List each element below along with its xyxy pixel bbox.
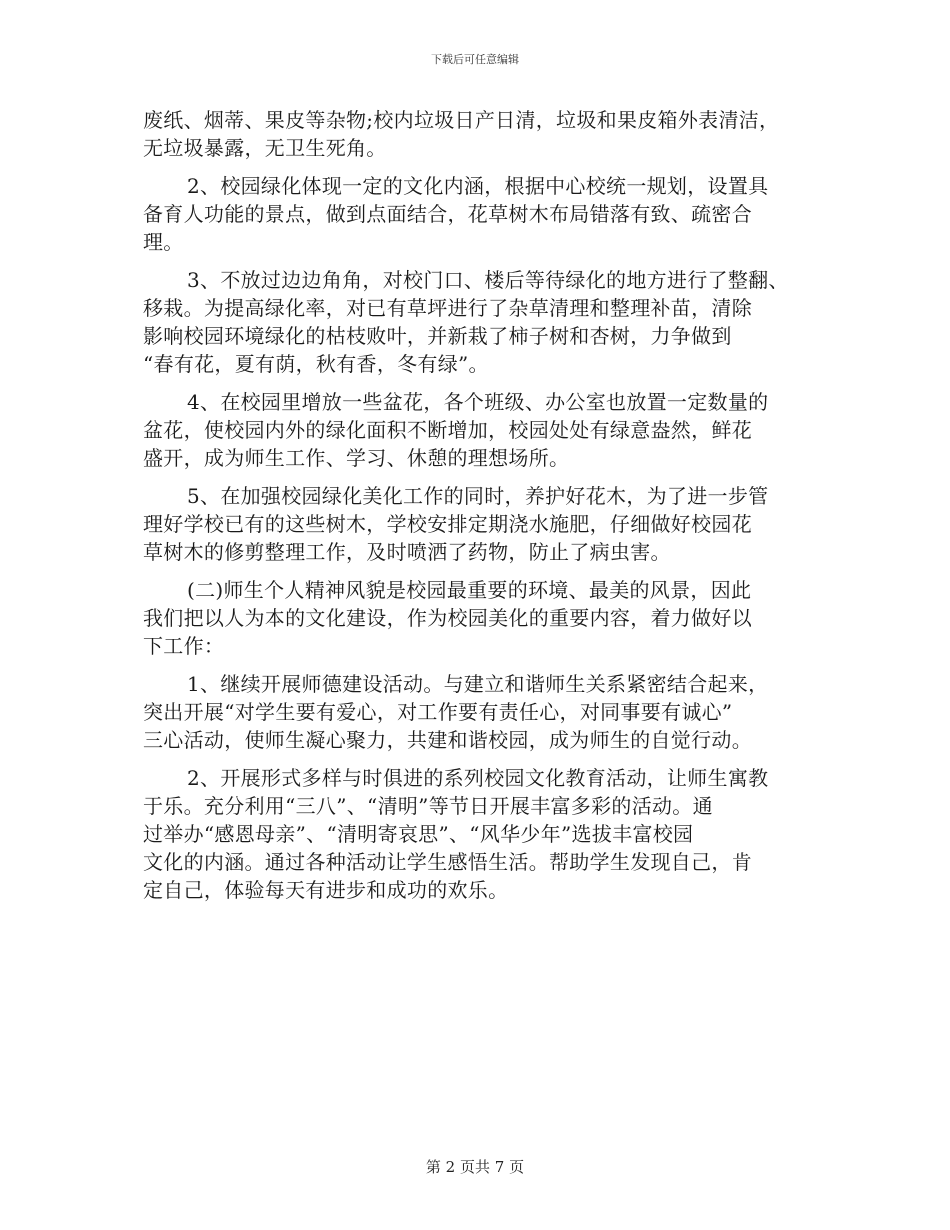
page-number-footer: 第 2 页共 7 页: [425, 1158, 525, 1176]
text-line: 于乐。充分利用“三八”、“清明”等节日开展丰富多彩的活动。通: [143, 794, 713, 818]
text-line: 定自己，体验每天有进步和成功的欢乐。: [143, 878, 509, 902]
text-line: 无垃圾暴露，无卫生死角。: [143, 136, 387, 160]
text-line: 三心活动，使师生凝心聚力，共建和谐校园，成为师生的自觉行动。: [143, 728, 752, 752]
text-line: “春有花，夏有荫，秋有香，冬有绿”。: [143, 352, 489, 376]
page-header: 下载后可任意编辑: [431, 53, 519, 66]
text-line: 备育人功能的景点，做到点面结合，花草树木布局错落有致、疏密合: [143, 202, 752, 226]
document-body: [143, 106, 813, 904]
text-line: 下工作：: [143, 634, 225, 658]
text-line: 废纸、烟蒂、果皮等杂物;校内垃圾日产日清，垃圾和果皮箱外表清洁，: [143, 108, 780, 132]
text-line: 影响校园环境绿化的枯枝败叶，并新栽了柿子树和杏树，力争做到: [143, 324, 732, 348]
text-line: 文化的内涵。通过各种活动让学生感悟生活。帮助学生发现自己，肯: [143, 850, 752, 874]
text-line: 过举办“感恩母亲”、“清明寄哀思”、“风华少年”选拔丰富校园: [143, 822, 694, 846]
text-line: 5、在加强校园绿化美化工作的同时，养护好花木，为了进一步管: [187, 484, 769, 508]
text-line: 3、不放过边边角角，对校门口、楼后等待绿化的地方进行了整翻、: [187, 268, 789, 292]
text-line: 2、校园绿化体现一定的文化内涵，根据中心校统一规划，设置具: [187, 174, 769, 198]
text-line: 突出开展“对学生要有爱心，对工作要有责任心，对同事要有诚心”: [143, 700, 733, 724]
text-line: 4、在校园里增放一些盆花，各个班级、办公室也放置一定数量的: [187, 390, 769, 414]
text-line: 我们把以人为本的文化建设，作为校园美化的重要内容，着力做好以: [143, 606, 752, 630]
text-line: 2、开展形式多样与时俱进的系列校园文化教育活动，让师生寓教: [187, 766, 769, 790]
text-line: 1、继续开展师德建设活动。与建立和谐师生关系紧密结合起来，: [187, 672, 769, 696]
text-line: 草树木的修剪整理工作，及时喷洒了药物，防止了病虫害。: [143, 540, 671, 564]
text-line: 理。: [143, 230, 184, 254]
text-line: (二)师生个人精神风貌是校园最重要的环境、最美的风景，因此: [187, 578, 752, 602]
text-line: 理好学校已有的这些树木，学校安排定期浇水施肥，仔细做好校园花: [143, 512, 752, 536]
text-line: 盆花，使校园内外的绿化面积不断增加，校园处处有绿意盎然，鲜花: [143, 418, 752, 442]
text-line: 盛开，成为师生工作、学习、休憩的理想场所。: [143, 446, 570, 470]
text-line: 移栽。为提高绿化率，对已有草坪进行了杂草清理和整理补苗，清除: [143, 296, 752, 320]
